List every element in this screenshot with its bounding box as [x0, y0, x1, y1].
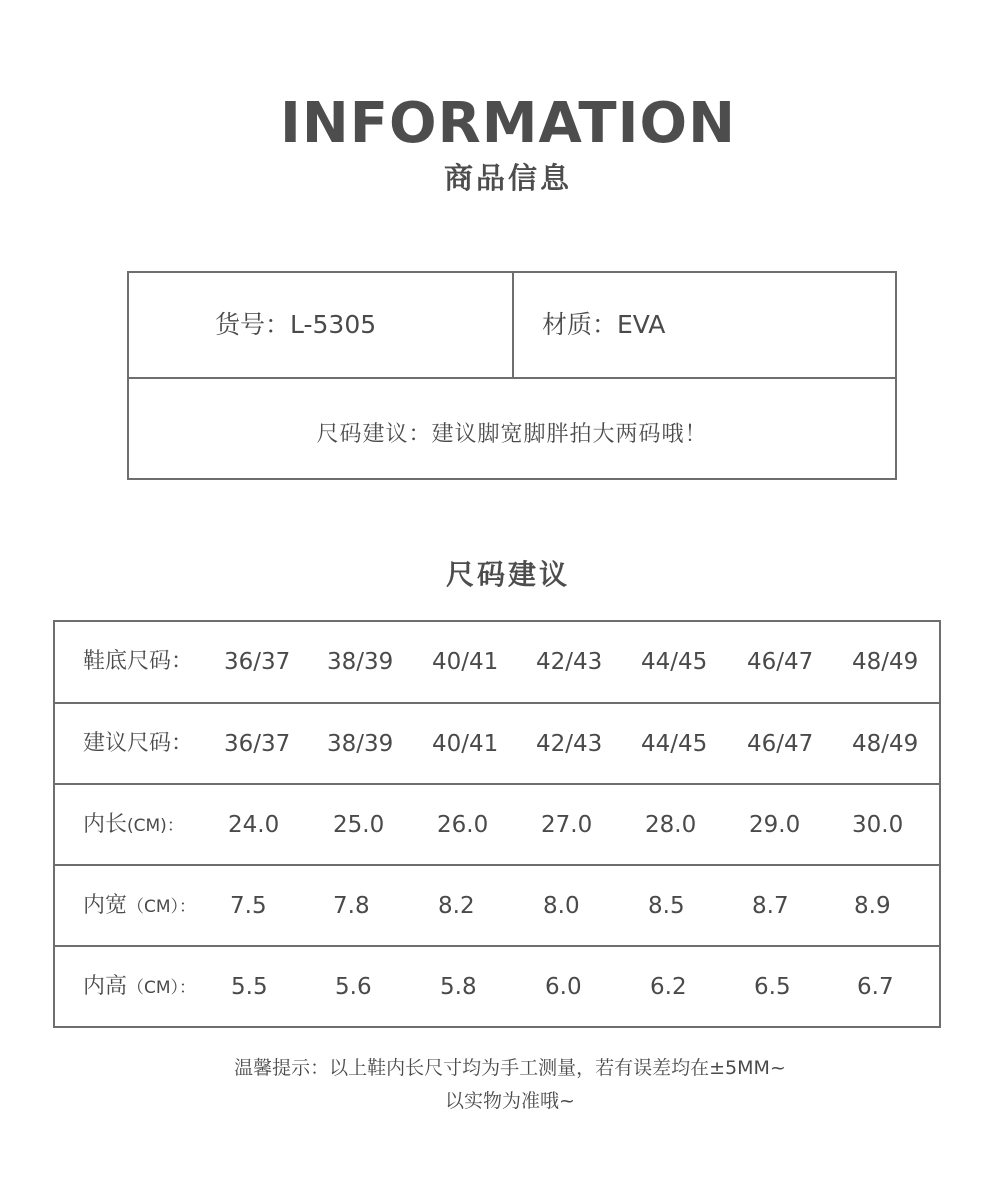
table-cell: 30.0: [852, 812, 904, 838]
material: 材质：EVA: [542, 310, 666, 339]
row-label: 内宽（CM）：: [83, 893, 197, 918]
table-cell: 48/49: [852, 731, 919, 757]
table-cell: 40/41: [432, 731, 499, 757]
table-cell: 26.0: [437, 812, 489, 838]
table-cell: 6.5: [754, 974, 791, 1000]
table-cell: 5.5: [231, 974, 268, 1000]
table-cell: 36/37: [224, 649, 291, 675]
table-cell: 5.8: [440, 974, 477, 1000]
table-cell: 8.0: [543, 893, 580, 919]
info-divider-horizontal: [129, 377, 895, 379]
page-title-zh: 商品信息: [443, 161, 572, 195]
table-cell: 8.2: [438, 893, 475, 919]
table-cell: 48/49: [852, 649, 919, 675]
row-label: 建议尺码：: [83, 731, 194, 756]
table-cell: 7.5: [230, 893, 267, 919]
table-cell: 38/39: [327, 731, 394, 757]
table-cell: 38/39: [327, 649, 394, 675]
page-title-en: INFORMATION: [280, 91, 736, 156]
table-cell: 7.8: [333, 893, 370, 919]
table-cell: 46/47: [747, 731, 814, 757]
table-cell: 6.0: [545, 974, 582, 1000]
size-table: [53, 620, 941, 1028]
item-number: 货号：L-5305: [215, 310, 377, 339]
table-cell: 8.7: [752, 893, 789, 919]
measurement-note: 温馨提示：以上鞋内长尺寸均为手工测量，若有误差均在±5MM~: [234, 1057, 786, 1079]
table-cell: 6.7: [857, 974, 894, 1000]
table-cell: 42/43: [536, 649, 603, 675]
table-cell: 46/47: [747, 649, 814, 675]
size-advice: 尺码建议：建议脚宽脚胖拍大两码哦！: [316, 422, 708, 447]
row-label: 鞋底尺码：: [83, 649, 194, 674]
table-cell: 8.5: [648, 893, 685, 919]
table-row: [55, 783, 939, 865]
table-cell: 40/41: [432, 649, 499, 675]
table-cell: 8.9: [854, 893, 891, 919]
table-cell: 36/37: [224, 731, 291, 757]
info-divider-vertical: [512, 273, 514, 378]
table-cell: 44/45: [641, 731, 708, 757]
table-cell: 28.0: [645, 812, 697, 838]
row-label: 内高（CM）：: [83, 974, 197, 999]
table-cell: 25.0: [333, 812, 385, 838]
table-cell: 29.0: [749, 812, 801, 838]
size-section-heading: 尺码建议: [445, 558, 570, 591]
table-row: [55, 702, 939, 784]
table-cell: 6.2: [650, 974, 687, 1000]
table-row: [55, 622, 939, 702]
product-info-box: [127, 271, 897, 480]
table-cell: 5.6: [335, 974, 372, 1000]
table-row: [55, 864, 939, 946]
row-label: 内长(CM)：: [83, 812, 184, 837]
table-cell: 24.0: [228, 812, 280, 838]
measurement-note-line2: 以实物为准哦~: [445, 1090, 575, 1112]
table-row: [55, 945, 939, 1027]
table-cell: 44/45: [641, 649, 708, 675]
table-cell: 42/43: [536, 731, 603, 757]
table-cell: 27.0: [541, 812, 593, 838]
